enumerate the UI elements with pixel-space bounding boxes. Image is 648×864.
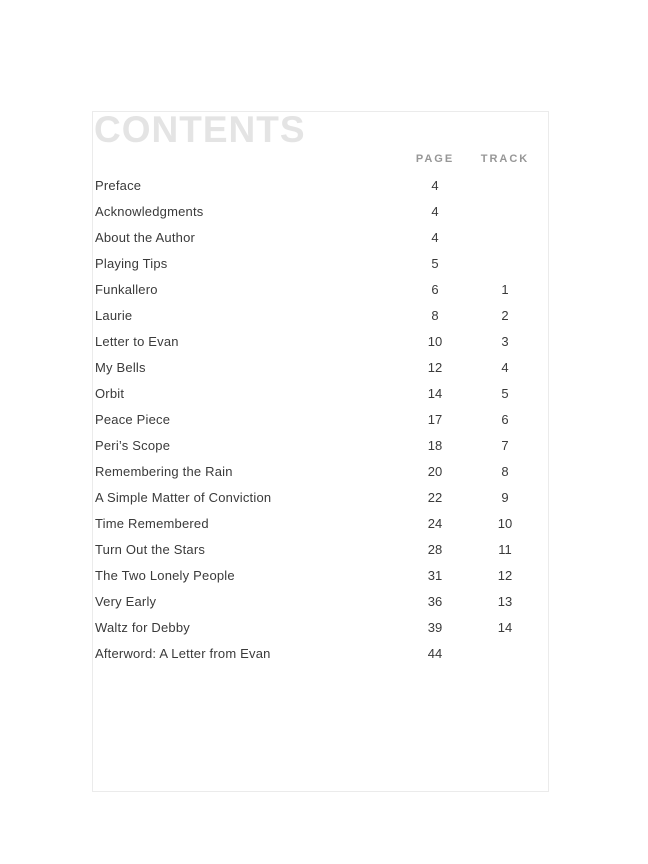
toc-entry-title: About the Author xyxy=(95,229,196,245)
toc-entry-page-number: 8 xyxy=(431,307,439,323)
toc-row xyxy=(93,484,548,510)
toc-entry-page-number: 20 xyxy=(427,463,443,479)
toc-entry-title: My Bells xyxy=(95,359,146,375)
toc-entry-title: Laurie xyxy=(95,307,133,323)
toc-column-headers xyxy=(93,146,548,172)
toc-entry-title: Peri’s Scope xyxy=(95,437,171,453)
toc-entry-page-number: 10 xyxy=(427,333,443,349)
toc-row xyxy=(93,614,548,640)
toc-entry-page-number: 39 xyxy=(427,619,443,635)
toc-entry-page-number: 4 xyxy=(431,229,439,245)
toc-entry-page-number: 31 xyxy=(427,567,443,583)
toc-entries xyxy=(93,172,548,666)
toc-entry-page-number: 18 xyxy=(427,437,443,453)
toc-row xyxy=(93,380,548,406)
toc-row xyxy=(93,250,548,276)
toc-entry-title: Orbit xyxy=(95,385,125,401)
toc-entry-title: Afterword: A Letter from Evan xyxy=(95,645,271,661)
toc-entry-track-number: 12 xyxy=(497,567,513,583)
toc-entry-track-number: 2 xyxy=(501,307,509,323)
toc-row xyxy=(93,224,548,250)
toc-row xyxy=(93,172,548,198)
toc-entry-track-number: 7 xyxy=(501,437,509,453)
page-title: CONTENTS xyxy=(94,112,306,146)
toc-entry-track-number: 13 xyxy=(497,593,513,609)
toc-entry-page-number: 4 xyxy=(431,177,439,193)
toc-entry-track-number: 1 xyxy=(501,281,509,297)
toc-entry-page-number: 22 xyxy=(427,489,443,505)
toc-entry-track-number: 4 xyxy=(501,359,509,375)
toc-entry-track-number: 6 xyxy=(501,411,509,427)
toc-row xyxy=(93,536,548,562)
toc-entry-title: Playing Tips xyxy=(95,255,168,271)
toc-page xyxy=(92,111,549,792)
toc-row xyxy=(93,198,548,224)
toc-row xyxy=(93,510,548,536)
toc-row xyxy=(93,458,548,484)
toc-entry-page-number: 44 xyxy=(427,645,443,661)
toc-row xyxy=(93,588,548,614)
toc-row xyxy=(93,406,548,432)
toc-entry-title: The Two Lonely People xyxy=(95,567,235,583)
toc-entry-title: Letter to Evan xyxy=(95,333,179,349)
toc-entry-track-number: 9 xyxy=(501,489,509,505)
page-column-header: PAGE xyxy=(415,153,455,165)
toc-entry-title: Time Remembered xyxy=(95,515,209,531)
toc-entry-track-number: 10 xyxy=(497,515,513,531)
track-column-header: TRACK xyxy=(480,153,530,165)
toc-entry-title: Peace Piece xyxy=(95,411,171,427)
toc-entry-track-number: 3 xyxy=(501,333,509,349)
toc-entry-track-number: 5 xyxy=(501,385,509,401)
toc-entry-page-number: 24 xyxy=(427,515,443,531)
toc-entry-page-number: 36 xyxy=(427,593,443,609)
toc-row xyxy=(93,354,548,380)
toc-row xyxy=(93,640,548,666)
toc-entry-title: Remembering the Rain xyxy=(95,463,233,479)
toc-entry-title: Preface xyxy=(95,177,142,193)
toc-entry-title: Acknowledgments xyxy=(95,203,204,219)
toc-entry-title: Turn Out the Stars xyxy=(95,541,206,557)
toc-entry-page-number: 4 xyxy=(431,203,439,219)
toc-entry-title: Funkallero xyxy=(95,281,158,297)
toc-row xyxy=(93,302,548,328)
toc-entry-page-number: 6 xyxy=(431,281,439,297)
toc-entry-track-number: 8 xyxy=(501,463,509,479)
toc-entry-page-number: 14 xyxy=(427,385,443,401)
toc-entry-title: Waltz for Debby xyxy=(95,619,190,635)
toc-entry-title: Very Early xyxy=(95,593,157,609)
toc-row xyxy=(93,432,548,458)
toc-entry-track-number: 14 xyxy=(497,619,513,635)
toc-entry-page-number: 17 xyxy=(427,411,443,427)
toc-entry-page-number: 28 xyxy=(427,541,443,557)
toc-row xyxy=(93,276,548,302)
toc-entry-page-number: 5 xyxy=(431,255,439,271)
toc-row xyxy=(93,562,548,588)
toc-entry-page-number: 12 xyxy=(427,359,443,375)
toc-row xyxy=(93,328,548,354)
toc-entry-track-number: 11 xyxy=(498,541,512,557)
toc-entry-title: A Simple Matter of Conviction xyxy=(95,489,272,505)
